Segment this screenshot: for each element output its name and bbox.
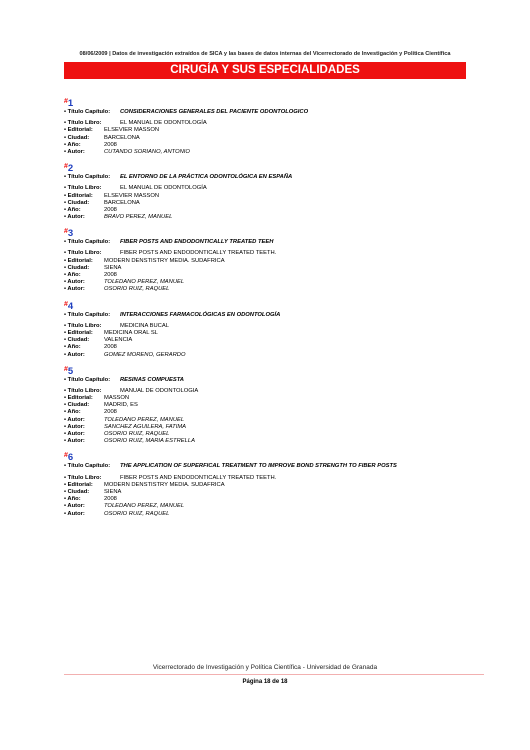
publisher-label: • Editorial: [64,395,93,402]
author-value: OSORIO RUIZ, RAQUEL [104,510,170,517]
book-title-value: FIBER POSTS AND ENDODONTICALLY TREATED TEETH. [120,250,277,257]
author [64,438,484,445]
book-title-value: MANUAL DE ODONTOLOGIA [120,387,199,394]
year-label: • Año: [64,206,81,213]
year [64,496,484,503]
author-label: • Autor: [64,416,85,423]
publisher-label: • Editorial: [64,192,93,199]
publisher-value: MEDICINA ORAL SL [104,329,158,336]
publisher-label: • Editorial: [64,329,93,336]
publisher [64,193,484,200]
author [64,503,484,510]
chapter-title-value: FIBER POSTS AND ENDODONTICALLY TREATED TEEH [120,239,274,246]
year [64,272,484,279]
author [64,511,484,518]
book-title-label: • Título Libro: [64,185,102,192]
book-title-label: • Título Libro: [64,387,102,394]
book-title [64,388,484,395]
footer-divider [64,674,484,675]
publisher-label: • Editorial: [64,127,93,134]
book-title-label: • Título Libro: [64,474,102,481]
record-number-value: 3 [67,228,74,240]
author-value: CUTANDO SORIANO, ANTONIO [104,148,190,155]
record-item [64,299,484,359]
record-number [64,450,484,462]
book-title-value: EL MANUAL DE ODONTOLOGÍA [120,120,207,127]
record-number [64,299,484,311]
author-value: TOLEDANO PEREZ, MANUEL [104,503,185,510]
hash-mark-icon: # [64,300,68,308]
publisher-value: MODERN DENSTISTRY MEDIA. SUDAFRICA [104,257,225,264]
record-number-value: 6 [67,452,74,464]
book-title-value: FIBER POSTS AND ENDODONTICALLY TREATED TEETH. [120,474,277,481]
hash-mark-icon: # [64,98,68,105]
author-value: BRAVO PEREZ, MANUEL [104,214,173,221]
chapter-title-label: • Título Capítulo: [64,174,111,181]
record-number-value: 5 [67,365,74,377]
city-label: • Ciudad: [64,402,90,409]
author-label: • Autor: [64,423,85,430]
author-label: • Autor: [64,503,85,510]
author-value: OSORIO RUIZ, RAQUEL [104,431,170,437]
hash-mark-icon: # [64,365,68,373]
city [64,489,484,496]
record-number [64,226,484,238]
chapter-title-value: RESINAS COMPUESTA [120,376,184,383]
city [64,265,484,272]
page-number: Página 18 de 18 [242,679,288,685]
author-label: • Autor: [64,431,85,437]
author-label: • Autor: [64,286,85,293]
author [64,149,484,156]
book-title-label: • Título Libro: [64,120,102,127]
chapter-title [64,463,484,470]
author-label: • Autor: [64,148,85,155]
record-item [64,96,484,156]
city-label: • Ciudad: [64,488,90,495]
year-label: • Año: [64,272,81,278]
record-number [64,96,484,108]
book-title [64,323,484,330]
city-value: BARCELONA [104,199,140,206]
author-label: • Autor: [64,351,85,358]
year [64,142,484,149]
author-label: • Autor: [64,510,85,517]
city-value: VALENCIA [104,337,133,344]
chapter-title-label: • Título Capítulo: [64,463,111,470]
year-value: 2008 [104,272,117,278]
record-number-value: 1 [67,98,74,109]
author [64,279,484,286]
year [64,409,484,416]
book-title-label: • Título Libro: [64,322,102,329]
author-label: • Autor: [64,279,85,286]
author [64,431,484,438]
chapter-title-value: CONSIDERACIONES GENERALES DEL PACIENTE ODONTOLOGICO [120,109,309,115]
page-title: CIRUGÍA Y SUS ESPECIALIDADES [64,62,466,79]
publisher-value: MODERN DENSTISTRY MEDIA. SUDAFRICA [104,481,225,488]
author [64,417,484,424]
city-label: • Ciudad: [64,199,90,206]
footer-text: Vicerrectorado de Investigación y Política Científica - Universidad de Granada [152,664,378,671]
year-value: 2008 [104,206,117,213]
author [64,286,484,293]
chapter-title-label: • Título Capítulo: [64,376,111,383]
author [64,424,484,431]
city-value: BARCELONA [104,134,140,141]
record-number-value: 2 [67,163,74,175]
city-label: • Ciudad: [64,134,90,141]
year-label: • Año: [64,496,81,503]
author [64,352,484,359]
publisher-label: • Editorial: [64,257,93,264]
chapter-title [64,377,484,384]
year-label: • Año: [64,344,81,351]
city [64,402,484,409]
hash-mark-icon: # [64,163,68,171]
author-value: TOLEDANO PEREZ, MANUEL [104,279,185,286]
record-item [64,450,484,517]
year-label: • Año: [64,141,81,148]
book-title [64,120,484,127]
record-item [64,226,484,293]
record-item [64,364,484,446]
book-title [64,185,484,192]
city-value: SIENA [104,264,122,271]
city-value: SIENA [104,488,122,495]
author-value: OSORIO RUIZ, RAQUEL [104,286,170,293]
chapter-title [64,312,484,319]
chapter-title-value: INTERACCIONES FARMACOLÓGICAS EN ODONTOLOGÍA [120,311,281,318]
year [64,344,484,351]
author-value: GOMEZ MORENO, GERARDO [104,351,186,358]
chapter-title [64,174,484,181]
records-list [64,96,484,523]
book-title-value: MEDICINA BUCAL [120,322,169,329]
publisher-label: • Editorial: [64,481,93,488]
city [64,337,484,344]
city-label: • Ciudad: [64,264,90,271]
page-header: 08/06/2009 | Datos de investigación extraídos de SICA y las bases de datos internas del Vicerrectorado de Investigación y Política Científica [79,51,451,57]
book-title-label: • Título Libro: [64,250,102,257]
book-title [64,250,484,257]
record-number-value: 4 [67,300,74,312]
hash-mark-icon: # [64,228,68,236]
author [64,214,484,221]
city [64,200,484,207]
publisher-value: MASSON [104,395,130,402]
author-value: OSORIO RUIZ, MARIA ESTRELLA [104,438,195,445]
record-item [64,161,484,221]
publisher [64,330,484,337]
year-value: 2008 [104,409,117,416]
city-label: • Ciudad: [64,337,90,344]
year-value: 2008 [104,141,117,148]
chapter-title-label: • Título Capítulo: [64,239,111,246]
publisher-value: ELSEVIER MASSON [104,192,160,199]
publisher [64,258,484,265]
publisher [64,127,484,134]
year-label: • Año: [64,409,81,416]
book-title-value: EL MANUAL DE ODONTOLOGÍA [120,185,207,192]
publisher-value: ELSEVIER MASSON [104,127,160,134]
year-value: 2008 [104,496,117,503]
publisher [64,482,484,489]
chapter-title-label: • Título Capítulo: [64,109,111,115]
city-value: MADRID, ES [104,402,138,409]
publisher [64,395,484,402]
year-value: 2008 [104,344,117,351]
city [64,135,484,142]
record-number [64,364,484,376]
chapter-title-value: THE APPLICATION OF SUPERFICAL TREATMENT TO IMPROVE BOND STRENGTH TO FIBER POSTS [120,463,397,470]
author-value: TOLEDANO PEREZ, MANUEL [104,416,185,423]
author-label: • Autor: [64,438,85,445]
chapter-title-label: • Título Capítulo: [64,311,111,318]
book-title [64,475,484,482]
record-number [64,161,484,173]
chapter-title [64,239,484,246]
year [64,207,484,214]
chapter-title-value: EL ENTORNO DE LA PRÁCTICA ODONTOLÓGICA EN ESPAÑA [120,174,293,181]
author-value: SANCHEZ AGUILERA, FATIMA [104,423,187,430]
chapter-title [64,109,484,116]
hash-mark-icon: # [64,452,68,460]
author-label: • Autor: [64,214,85,221]
